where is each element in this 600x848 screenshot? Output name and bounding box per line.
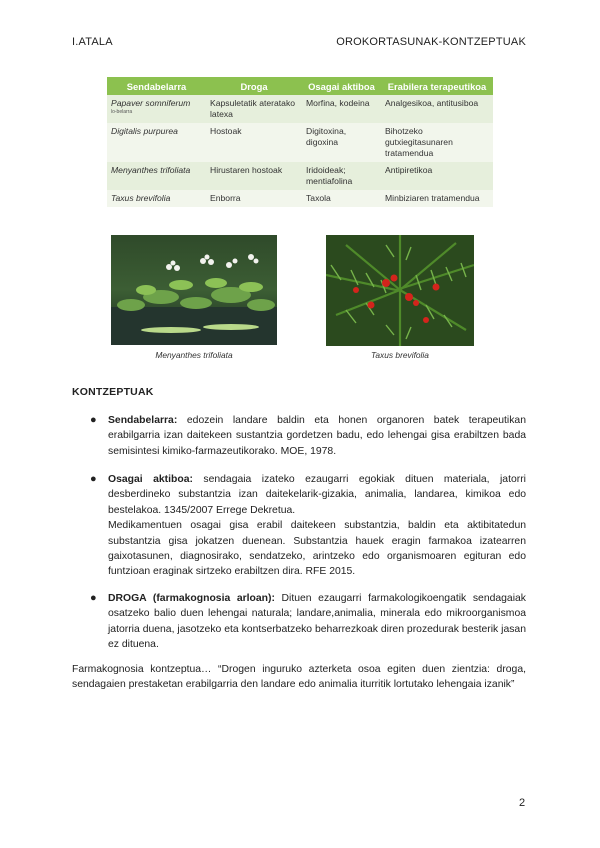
- table-header-row: [107, 77, 493, 95]
- use-cell: Analgesikoa, antitusiboa: [381, 95, 493, 123]
- active-cell: Iridoideak; mentiafolina: [302, 162, 381, 190]
- plant-cell: Menyanthes trifoliata: [107, 162, 206, 190]
- active-cell: Digitoxina, digoxina: [302, 123, 381, 162]
- definition: Dituen ezaugarri farmakologikoengatik sendagaiak osatzeko balio duen lehengai naturala; landare,animalia, minerala edo mikroorganismoa jatorria duena, jasotzeko eta kontserbatzeko beharrezkoak diren prozedurak besterik jasan ez dituena.: [108, 593, 526, 651]
- drug-cell: Enborra: [206, 190, 302, 207]
- table-header-cell: Erabilera terapeutikoa: [381, 77, 493, 95]
- table-row: [107, 95, 493, 123]
- table-row: [107, 123, 493, 162]
- term: DROGA (farmakognosia arloan):: [108, 593, 275, 604]
- active-cell: Taxola: [302, 190, 381, 207]
- list-item: [90, 591, 526, 653]
- definition: sendagaia izateko ezaugarri egokiak dituen materiala, jatorri desberdineko substantzia izan daitekelarik-gizakia, animalia, landarea, kimikoa edo bestelakoa. 1345/2007 Errege Dekretua.: [108, 474, 526, 516]
- use-cell: Minbiziaren tratamendua: [381, 190, 493, 207]
- table-header-cell: Sendabelarra: [107, 77, 206, 95]
- bullet-icon: ●: [90, 473, 97, 485]
- plant-note: lo-belarra: [111, 109, 133, 115]
- definition: edozein landare baldin eta honen organoren batek terapeutikan erabilgarria izan daitekeen sustantzia gordetzen badu, edo lehengai gisa erabiltzen bada semisintesi kimiko-farmazeutikorako. MOE, 1978.: [108, 415, 526, 457]
- list-item: [90, 413, 526, 459]
- active-cell: Morfina, kodeina: [302, 95, 381, 123]
- menyanthes-photo: [111, 235, 277, 345]
- bullet-icon: ●: [90, 414, 97, 426]
- taxus-caption: Taxus brevifolia: [371, 350, 429, 360]
- plant-cell: [107, 95, 206, 123]
- header-right: OROKORTASUNAK-KONTZEPTUAK: [336, 36, 526, 48]
- list-item: [90, 472, 526, 580]
- use-cell: Antipiretikoa: [381, 162, 493, 190]
- plant-cell: Digitalis purpurea: [107, 123, 206, 162]
- table-header-cell: Osagai aktiboa: [302, 77, 381, 95]
- table-row: [107, 190, 493, 207]
- term: Osagai aktiboa:: [108, 474, 193, 485]
- header-left: I.ATALA: [72, 36, 113, 48]
- use-cell: Bihotzeko gutxiegitasunaren tratamendua: [381, 123, 493, 162]
- drug-cell: Hostoak: [206, 123, 302, 162]
- drug-cell: Kapsuletatik ateratako latexa: [206, 95, 302, 123]
- plant-name: Papaver somniferum: [111, 98, 191, 108]
- plants-table: [107, 77, 493, 207]
- menyanthes-caption: Menyanthes trifoliata: [155, 350, 233, 360]
- bullet-icon: ●: [90, 592, 97, 604]
- drug-cell: Hirustaren hostoak: [206, 162, 302, 190]
- taxus-photo: [326, 235, 474, 346]
- term: Sendabelarra:: [108, 415, 178, 426]
- section-title: KONTZEPTUAK: [72, 386, 154, 398]
- closing-paragraph: Farmakognosia kontzeptua… “Drogen inguruko azterketa osoa egiten duen zientzia: droga, sendagaien prestaketan erabilgarria den landare edo animalia iturritik lortutako lehengaia izanik”: [72, 664, 526, 691]
- table-header-cell: Droga: [206, 77, 302, 95]
- definition-extra: Medikamentuen osagai gisa erabil daitekeen substantzia, baldin eta aktibitatedun substantzia gisa jokatzen duenean. Substantzia hauek eragin farmakoa izatearren gaixotasunen, diagnosirako, sendatzeko, arintzeko edo organismoaren egituran edo funtzioan eraginak sirtzeko erabiltzen dira. RFE 2015.: [108, 520, 526, 578]
- page-number: 2: [519, 797, 526, 809]
- table-row: [107, 162, 493, 190]
- plant-cell: Taxus brevifolia: [107, 190, 206, 207]
